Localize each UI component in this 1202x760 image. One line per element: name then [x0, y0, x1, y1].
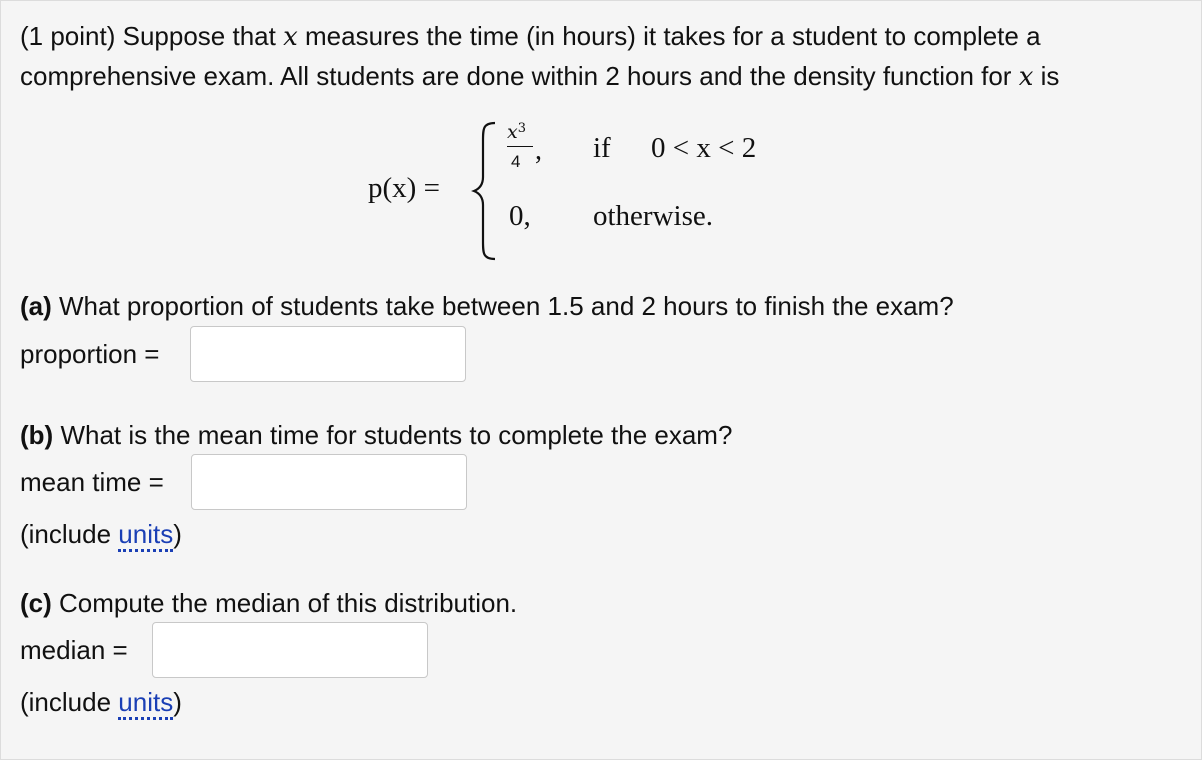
condition-range: 0 < x < 2 [651, 132, 757, 164]
proportion-input[interactable] [190, 326, 466, 382]
intro-text: is [1040, 61, 1060, 91]
units-link[interactable]: units [118, 687, 173, 720]
proportion-label: proportion = [20, 339, 160, 369]
mean-time-label: mean time = [20, 467, 164, 497]
fraction-bar [507, 146, 533, 147]
part-b-question [20, 420, 732, 450]
variable-x: x [283, 22, 298, 52]
zero-case: 0, [509, 200, 531, 232]
intro-line-1 [20, 21, 1041, 52]
fraction-numerator: $x^3$ [507, 121, 526, 143]
otherwise-case: otherwise. [593, 200, 713, 232]
left-brace [471, 119, 499, 263]
part-a-question [20, 291, 954, 321]
condition-if: if [593, 132, 611, 164]
formula-lhs: p(x) = [368, 172, 440, 204]
include-units-note-c: (include units) [20, 687, 182, 717]
mean-time-input[interactable] [191, 454, 467, 510]
part-b-label: (b) [20, 420, 54, 450]
fraction-comma: , [535, 135, 542, 166]
units-link[interactable]: units [118, 519, 173, 552]
median-input[interactable] [152, 622, 428, 678]
include-units-note-b: (include units) [20, 519, 182, 549]
intro-line-2 [20, 61, 1059, 92]
intro-text: (1 point) Suppose that [20, 21, 276, 51]
part-c-text: Compute the median of this distribution. [59, 588, 518, 618]
part-a-text: What proportion of students take between 1.5 and 2 hours to finish the exam? [59, 291, 954, 321]
part-a-label: (a) [20, 291, 52, 321]
part-c-label: (c) [20, 588, 52, 618]
part-b-text: What is the mean time for students to complete the exam? [60, 420, 733, 450]
fraction-denominator: 4 [511, 152, 521, 171]
median-label: median = [20, 635, 128, 665]
variable-x: x [1018, 62, 1034, 92]
part-c-question [20, 588, 517, 618]
intro-text: comprehensive exam. All students are done within 2 hours and the density function for [20, 61, 1012, 91]
intro-text: measures the time (in hours) it takes for a student to complete a [304, 21, 1041, 51]
